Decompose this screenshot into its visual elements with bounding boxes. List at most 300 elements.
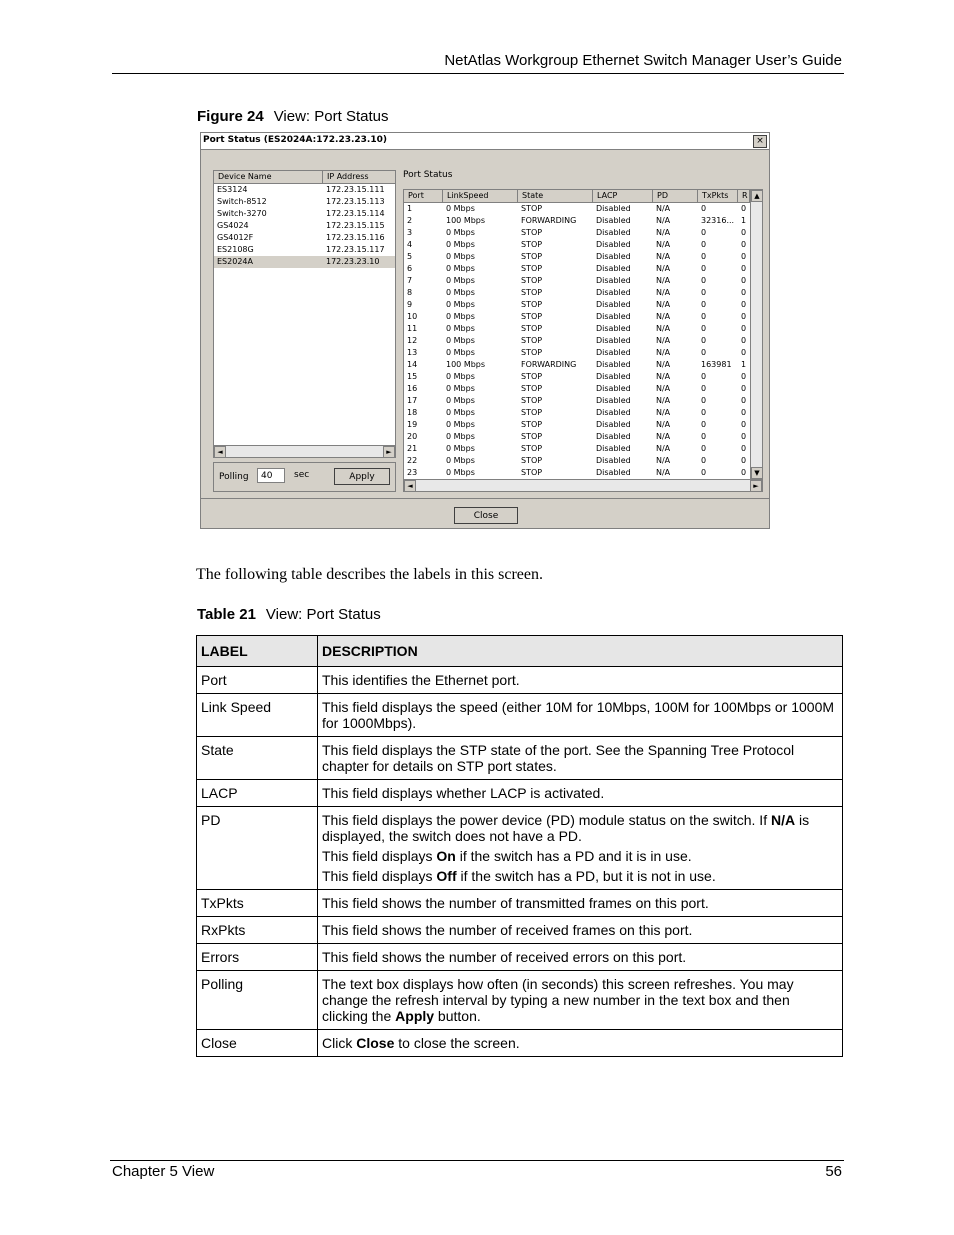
port-cell: 23 [407,468,418,477]
port-row[interactable] [404,371,762,383]
port-cell: 0 Mbps [446,336,475,345]
device-name: Switch-8512 [217,197,267,206]
port-cell: N/A [656,336,671,345]
port-cell: N/A [656,204,671,213]
description-column-header: DESCRIPTION [318,636,843,667]
port-status-label: Port Status [403,170,453,180]
port-cell: 0 [741,384,747,393]
port-cell: N/A [656,444,671,453]
figure-label: Figure 24 [197,108,264,125]
table-header-row [197,636,843,667]
port-cell: STOP [521,204,543,213]
apply-button[interactable]: Apply [334,468,390,485]
port-table-header [404,190,762,203]
scroll-up-icon[interactable]: ▲ [751,190,763,202]
port-cell: 32316... [701,216,735,225]
device-row[interactable] [214,220,395,232]
row-label: Close [197,1030,318,1057]
ip-address-column-header[interactable]: IP Address [327,172,369,181]
port-table-hscroll[interactable] [404,479,762,491]
port-cell: 0 [741,300,747,309]
row-description [318,944,843,971]
port-cell: 0 [701,420,707,429]
port-cell: N/A [656,468,671,477]
port-cell: 3 [407,228,413,237]
port-cell: 0 [741,456,747,465]
port-cell: Disabled [596,264,631,273]
scroll-left-icon[interactable]: ◄ [214,446,226,458]
port-column-header[interactable]: LinkSpeed [443,190,518,202]
device-name: GS4024 [217,221,249,230]
port-row[interactable] [404,227,762,239]
port-cell: N/A [656,384,671,393]
row-description [318,971,843,1030]
port-cell: Disabled [596,276,631,285]
row-label: Polling [197,971,318,1030]
description-paragraph: This field displays On if the switch has a PD and it is in use. [322,848,692,864]
row-description [318,694,843,737]
port-column-header[interactable]: Port [404,190,443,202]
row-label: State [197,737,318,780]
port-cell: 100 Mbps [446,216,486,225]
port-cell: Disabled [596,396,631,405]
port-cell: 0 Mbps [446,444,475,453]
port-cell: 0 [741,468,747,477]
port-cell: Disabled [596,420,631,429]
port-cell: Disabled [596,432,631,441]
device-ip: 172.23.15.115 [326,221,385,230]
port-cell: 6 [407,264,413,273]
port-status-window [200,132,770,529]
port-cell: 9 [407,300,413,309]
port-row[interactable] [404,239,762,251]
port-cell: 0 [741,372,747,381]
device-name: Switch-3270 [217,209,267,218]
port-cell: STOP [521,324,543,333]
device-row[interactable] [214,244,395,256]
port-cell: STOP [521,384,543,393]
port-cell: FORWARDING [521,360,577,369]
device-list-header [214,171,395,184]
port-cell: N/A [656,456,671,465]
port-cell: Disabled [596,300,631,309]
device-row[interactable] [214,232,395,244]
port-cell: 0 [701,324,707,333]
port-row[interactable] [404,347,762,359]
intro-paragraph: The following table describes the labels in this screen. [196,566,544,583]
port-cell: 0 Mbps [446,420,475,429]
device-name: ES2108G [217,245,254,254]
port-cell: 0 [741,312,747,321]
scroll-right-icon[interactable]: ► [750,480,762,492]
row-description [318,667,843,694]
running-header: NetAtlas Workgroup Ethernet Switch Manager User’s Guide [444,52,842,69]
window-title: Port Status (ES2024A:172.23.23.10) [203,135,387,145]
port-cell: 0 [741,264,747,273]
port-cell: 15 [407,372,418,381]
port-cell: 21 [407,444,418,453]
port-cell: 22 [407,456,418,465]
port-cell: Disabled [596,216,631,225]
port-cell: 18 [407,408,418,417]
port-cell: Disabled [596,252,631,261]
device-name: ES3124 [217,185,248,194]
row-label: RxPkts [197,917,318,944]
port-cell: FORWARDING [521,216,577,225]
device-row[interactable] [214,208,395,220]
row-label: TxPkts [197,890,318,917]
port-row[interactable] [404,419,762,431]
port-cell: N/A [656,264,671,273]
port-cell: 0 [741,444,747,453]
scroll-right-icon[interactable]: ► [383,446,395,458]
port-row[interactable] [404,383,762,395]
port-cell: Disabled [596,204,631,213]
port-cell: STOP [521,228,543,237]
port-cell: 0 [741,348,747,357]
port-cell: 12 [407,336,418,345]
port-cell: 0 Mbps [446,240,475,249]
port-cell: Disabled [596,324,631,333]
port-cell: 0 [701,396,707,405]
port-cell: STOP [521,288,543,297]
port-cell: 13 [407,348,418,357]
port-cell: STOP [521,420,543,429]
table-row [197,807,843,890]
port-cell: STOP [521,372,543,381]
description-paragraph: This identifies the Ethernet port. [322,672,520,688]
port-cell: 1 [741,360,747,369]
port-column-header[interactable]: State [518,190,593,202]
table-row [197,971,843,1030]
port-cell: STOP [521,444,543,453]
port-row[interactable] [404,299,762,311]
port-cell: 14 [407,360,418,369]
port-cell: 0 Mbps [446,396,475,405]
port-cell: N/A [656,408,671,417]
polling-group [213,462,396,492]
port-cell: 1 [407,204,413,213]
table-title: View: Port Status [265,606,381,623]
port-cell: 20 [407,432,418,441]
port-cell: 0 [741,276,747,285]
port-cell: 10 [407,312,418,321]
figure-caption [197,108,388,125]
description-paragraph: This field displays Off if the switch has a PD, but it is not in use. [322,868,716,884]
port-cell: Disabled [596,288,631,297]
port-cell: STOP [521,396,543,405]
port-cell: 0 [701,300,707,309]
row-description [318,807,843,890]
port-cell: 0 Mbps [446,300,475,309]
description-paragraph: The text box displays how often (in seconds) this screen refreshes. You may change the refresh interval by typing a new number in the text box and then clicking the Apply button. [322,976,794,1024]
row-description [318,890,843,917]
port-row[interactable] [404,263,762,275]
port-cell: Disabled [596,336,631,345]
port-cell: 0 Mbps [446,348,475,357]
port-row[interactable] [404,359,762,371]
device-row[interactable] [214,196,395,208]
port-cell: STOP [521,300,543,309]
port-cell: N/A [656,360,671,369]
port-row[interactable] [404,335,762,347]
port-cell: 0 [701,384,707,393]
row-label: Port [197,667,318,694]
port-cell: 0 Mbps [446,456,475,465]
table-row [197,1030,843,1057]
port-cell: 0 [701,456,707,465]
port-row[interactable] [404,203,762,215]
port-cell: N/A [656,228,671,237]
port-column-header[interactable]: LACP [593,190,653,202]
table-row [197,780,843,807]
figure-title: View: Port Status [273,108,389,125]
device-ip: 172.23.15.111 [326,185,385,194]
device-rows [214,184,395,268]
port-table-vscroll[interactable] [750,190,762,479]
table-row [197,737,843,780]
port-cell: 0 [701,336,707,345]
port-cell: 7 [407,276,413,285]
device-row[interactable] [214,184,395,196]
port-cell: 0 [701,468,707,477]
port-cell: 0 [741,396,747,405]
port-cell: 16 [407,384,418,393]
port-cell: 0 [701,432,707,441]
close-button[interactable]: Close [454,507,518,524]
bold-term: Off [436,868,457,884]
table-row [197,890,843,917]
description-paragraph: This field displays the speed (either 10M for 10Mbps, 100M for 100Mbps or 1000M for 1000Mbps). [322,699,835,731]
device-list[interactable] [213,170,396,458]
label-description-table [196,635,843,1057]
port-row[interactable] [404,311,762,323]
port-cell: 0 [701,228,707,237]
port-cell: 11 [407,324,418,333]
port-row[interactable] [404,251,762,263]
port-cell: 0 [701,312,707,321]
row-label: PD [197,807,318,890]
port-cell: STOP [521,432,543,441]
port-row[interactable] [404,215,762,227]
port-cell: 0 [701,288,707,297]
window-close-icon[interactable]: × [753,135,767,148]
port-cell: N/A [656,348,671,357]
table-row [197,694,843,737]
port-cell: 0 [701,408,707,417]
port-cell: STOP [521,240,543,249]
port-cell: 4 [407,240,413,249]
port-row[interactable] [404,323,762,335]
port-cell: 0 Mbps [446,276,475,285]
port-cell: N/A [656,288,671,297]
port-cell: 0 Mbps [446,324,475,333]
port-cell: STOP [521,264,543,273]
port-cell: N/A [656,432,671,441]
port-cell: N/A [656,300,671,309]
port-cell: 0 [701,264,707,273]
device-name-column-header[interactable]: Device Name [214,171,323,183]
port-cell: Disabled [596,408,631,417]
port-cell: Disabled [596,348,631,357]
page-number: 56 [825,1163,842,1180]
table-row [197,917,843,944]
device-ip: 172.23.15.117 [326,245,385,254]
port-cell: Disabled [596,228,631,237]
device-ip: 172.23.15.114 [326,209,385,218]
footer-rule [110,1160,844,1161]
device-ip: 172.23.15.116 [326,233,385,242]
port-cell: Disabled [596,240,631,249]
port-cell: 0 [741,288,747,297]
port-cell: 0 Mbps [446,228,475,237]
port-cell: 0 [701,372,707,381]
port-cell: 0 Mbps [446,204,475,213]
port-cell: Disabled [596,372,631,381]
polling-input[interactable]: 40 [257,468,285,483]
label-column-header: LABEL [197,636,318,667]
port-cell: N/A [656,324,671,333]
port-row[interactable] [404,467,762,479]
port-cell: STOP [521,408,543,417]
port-cell: 0 Mbps [446,432,475,441]
port-cell: 0 [701,252,707,261]
description-paragraph: This field shows the number of received errors on this port. [322,949,687,965]
port-cell: 0 Mbps [446,264,475,273]
footer-chapter: Chapter 5 View [112,1163,215,1180]
port-cell: 19 [407,420,418,429]
table-caption [197,606,381,623]
scroll-left-icon[interactable]: ◄ [404,480,416,492]
port-cell: 100 Mbps [446,360,486,369]
table-label: Table 21 [197,606,256,623]
port-cell: STOP [521,336,543,345]
window-titlebar [201,133,769,150]
device-name: ES2024A [217,257,253,266]
port-cell: 0 Mbps [446,288,475,297]
port-cell: 0 [701,444,707,453]
port-row[interactable] [404,287,762,299]
port-cell: STOP [521,456,543,465]
bold-term: Close [356,1035,395,1051]
port-row[interactable] [404,455,762,467]
port-cell: 0 [741,420,747,429]
port-cell: Disabled [596,312,631,321]
port-row[interactable] [404,443,762,455]
port-cell: Disabled [596,468,631,477]
port-cell: 0 [701,348,707,357]
row-description [318,737,843,780]
port-row[interactable] [404,395,762,407]
port-cell: N/A [656,372,671,381]
port-cell: 163981 [701,360,732,369]
port-cell: N/A [656,240,671,249]
row-description [318,780,843,807]
polling-label: Polling [219,472,249,482]
bold-term: N/A [770,812,796,828]
row-description [318,917,843,944]
row-label: Errors [197,944,318,971]
port-cell: Disabled [596,384,631,393]
port-cell: 1 [741,216,747,225]
bold-term: On [436,848,456,864]
port-cell: STOP [521,468,543,477]
table-body [197,667,843,1057]
port-cell: 0 [701,240,707,249]
port-cell: N/A [656,216,671,225]
device-name: GS4012F [217,233,254,242]
header-rule [112,73,844,74]
port-cell: 0 [741,204,747,213]
port-cell: 2 [407,216,413,225]
port-cell: 0 Mbps [446,384,475,393]
port-cell: STOP [521,276,543,285]
port-cell: Disabled [596,444,631,453]
port-cell: 8 [407,288,413,297]
port-cell: N/A [656,396,671,405]
port-cell: Disabled [596,456,631,465]
port-cell: 0 [701,276,707,285]
port-cell: 0 [741,408,747,417]
row-label: Link Speed [197,694,318,737]
device-ip: 172.23.23.10 [326,257,380,266]
port-cell: 0 [741,240,747,249]
port-cell: 0 Mbps [446,372,475,381]
port-cell: STOP [521,312,543,321]
port-row[interactable] [404,407,762,419]
port-cell: STOP [521,252,543,261]
device-list-hscroll[interactable] [214,445,395,457]
port-table[interactable] [403,189,763,492]
port-row[interactable] [404,275,762,287]
device-ip: 172.23.15.113 [326,197,385,206]
table-row [197,944,843,971]
description-paragraph: This field displays the STP state of the port. See the Spanning Tree Protocol chapter for details on STP port states. [322,742,795,774]
port-cell: N/A [656,252,671,261]
port-column-header[interactable]: R [738,190,750,202]
scroll-down-icon[interactable]: ▼ [751,467,763,479]
port-cell: STOP [521,348,543,357]
port-column-header[interactable]: PD [653,190,698,202]
port-rows [404,203,762,479]
port-cell: N/A [656,312,671,321]
description-paragraph: Click Close to close the screen. [322,1035,520,1051]
row-label: LACP [197,780,318,807]
port-cell: 0 [741,228,747,237]
port-cell: 0 Mbps [446,252,475,261]
port-cell: 5 [407,252,413,261]
port-cell: 17 [407,396,418,405]
port-cell: 0 [741,432,747,441]
port-cell: 0 [741,336,747,345]
port-cell: 0 [701,204,707,213]
description-paragraph: This field shows the number of received frames on this port. [322,922,693,938]
port-cell: 0 Mbps [446,408,475,417]
description-paragraph: This field displays the power device (PD) module status on the switch. If N/A is displayed, the switch does not have a PD. [322,812,810,844]
description-paragraph: This field displays whether LACP is activated. [322,785,605,801]
port-cell: Disabled [596,360,631,369]
port-row[interactable] [404,431,762,443]
port-column-header[interactable]: TxPkts [698,190,738,202]
window-separator [201,498,769,499]
port-cell: 0 [741,252,747,261]
polling-unit: sec [294,470,310,480]
device-row[interactable] [214,256,395,268]
description-paragraph: This field shows the number of transmitted frames on this port. [322,895,709,911]
port-cell: 0 [741,324,747,333]
bold-term: Apply [395,1008,435,1024]
port-cell: N/A [656,276,671,285]
